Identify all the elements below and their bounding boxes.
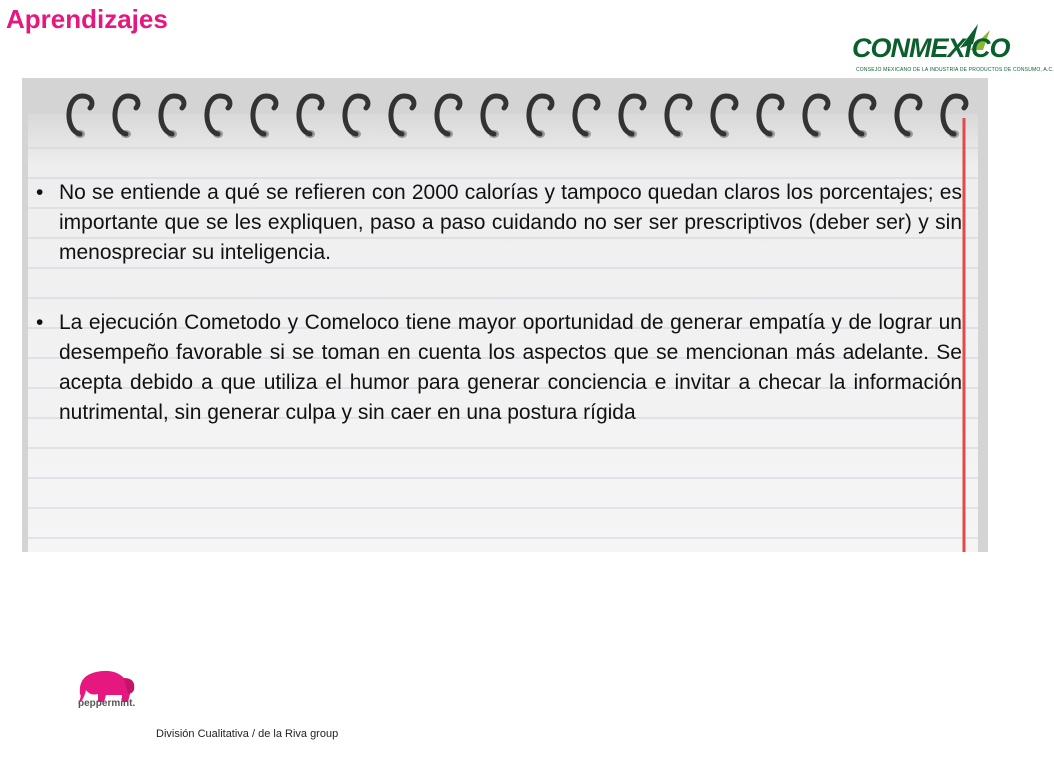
footer-credit: División Cualitativa / de la Riva group	[156, 728, 339, 740]
peppermint-wordmark: peppermint.	[78, 698, 136, 709]
conmexico-tagline: CONSEJO MEXICANO DE LA INDUSTRIA DE PRODUCTOS DE CONSUMO, A.C.	[856, 67, 1054, 73]
footer-date: 12/11/2018	[856, 740, 930, 757]
conmexico-logo	[852, 22, 1054, 78]
bullet-item: • La ejecución Cometodo y Comeloco tiene mayor oportunidad de generar empatía y de lograr un desempeño favorable si se toman en cuenta los aspectos que se mencionan más adelante. Se acepta debido a que utiliza el humor para generar conciencia e invitar a checar la información nutrimental, sin generar culpa y sin caer en una postura rígida	[36, 308, 962, 428]
slide-title: Aprendizajes	[6, 4, 168, 34]
peppermint-logo	[62, 664, 142, 716]
bullet-list	[36, 178, 962, 468]
conmexico-wordmark: CONMEXICO	[852, 33, 1010, 63]
page-number: 7	[1002, 740, 1011, 757]
footer-code: 12-1090/MO-JMC/10	[566, 740, 707, 757]
bullet-item: • No se entiende a qué se refieren con 2000 calorías y tampoco quedan claros los porcentajes; es importante que se les expliquen, paso a paso cuidando no ser ser prescriptivos (deber ser) y sin menospreciar su inteligencia.	[36, 178, 962, 268]
